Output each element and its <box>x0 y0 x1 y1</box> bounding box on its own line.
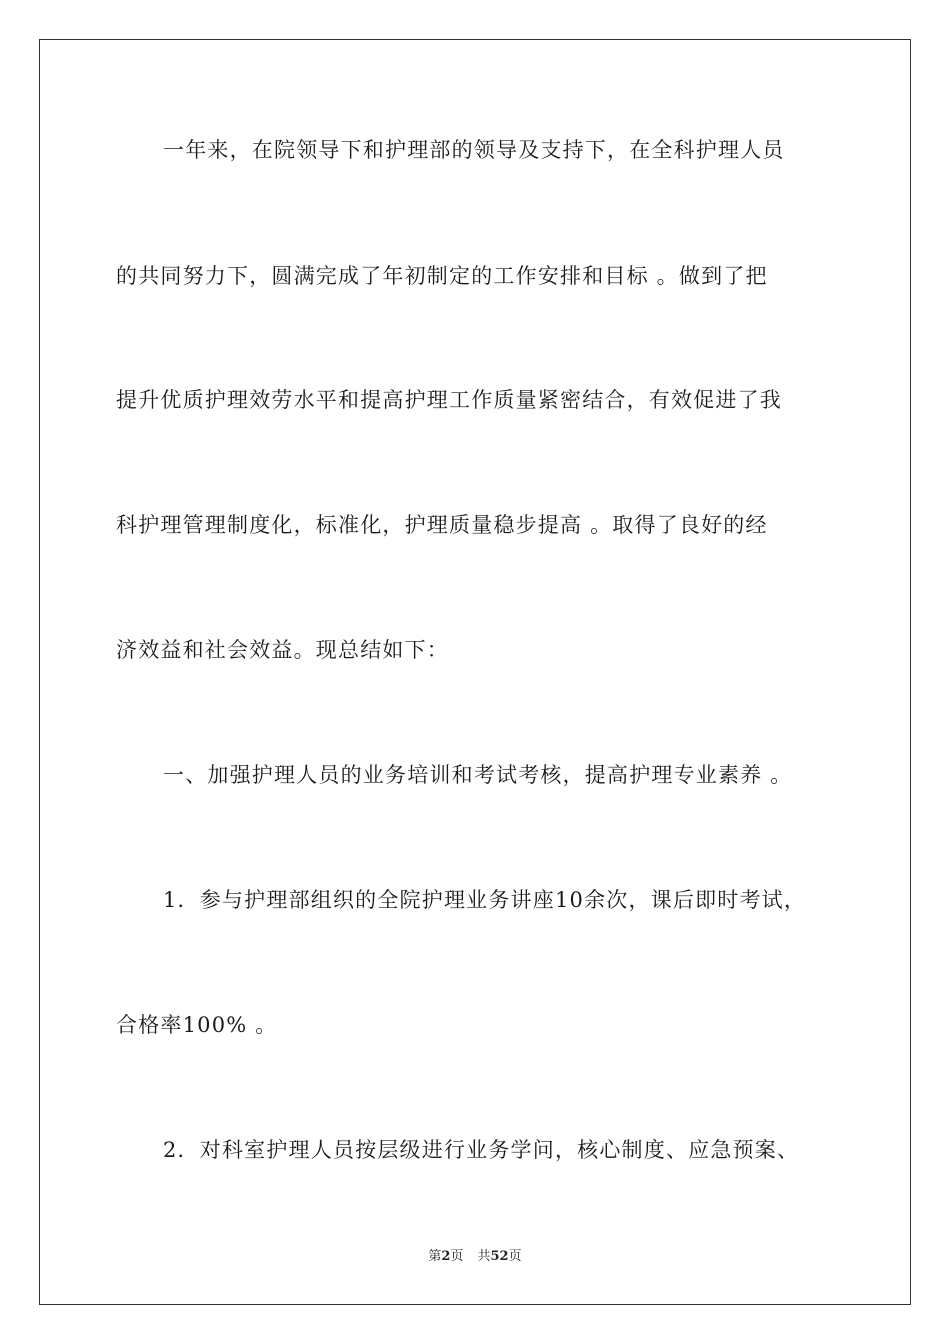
page-border <box>39 39 911 1305</box>
footer-total-prefix: 共 <box>477 1249 491 1264</box>
section-heading: 一、加强护理人员的业务培训和考试考核，提高护理专业素养 。 <box>163 763 793 787</box>
paragraph-line-3: 提升优质护理效劳水平和提高护理工作质量紧密结合，有效促进了我 <box>116 388 782 412</box>
footer-page-suffix: 页 <box>450 1249 464 1264</box>
list-item-2-line-1: 2．对科室护理人员按层级进行业务学问，核心制度、应急预案、 <box>163 1138 800 1162</box>
paragraph-line-5: 济效益和社会效益。现总结如下： <box>116 638 449 662</box>
footer-total-number: 52 <box>490 1249 509 1264</box>
footer-total-suffix: 页 <box>508 1249 522 1264</box>
paragraph-line-4: 科护理管理制度化，标准化，护理质量稳步提高 。取得了良好的经 <box>116 513 768 537</box>
page-footer <box>0 1248 950 1266</box>
list-item-1-line-1: 1．参与护理部组织的全院护理业务讲座10余次，课后即时考试， <box>163 888 807 912</box>
footer-page-number: 2 <box>441 1249 451 1264</box>
list-item-1-line-2: 合格率100% 。 <box>116 1013 278 1037</box>
paragraph-line-1: 一年来，在院领导下和护理部的领导及支持下，在全科护理人员 <box>163 138 785 162</box>
footer-page-prefix: 第 <box>428 1249 442 1264</box>
paragraph-line-2: 的共同努力下，圆满完成了年初制定的工作安排和目标 。做到了把 <box>116 264 768 288</box>
